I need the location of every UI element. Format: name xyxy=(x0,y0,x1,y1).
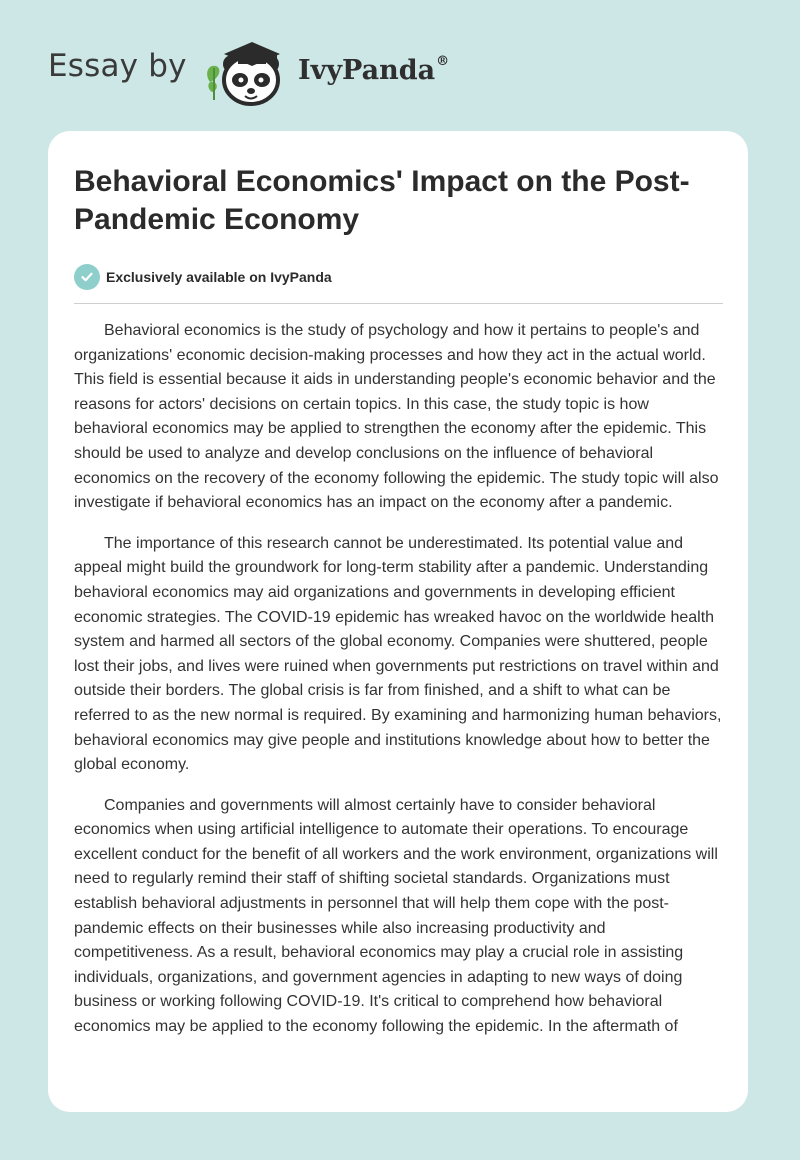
registered-mark: ® xyxy=(436,54,450,69)
page-title: Behavioral Economics' Impact on the Post-Pandemic Economy xyxy=(74,165,690,236)
panda-logo-icon[interactable] xyxy=(202,34,294,110)
exclusive-badge-label: Exclusively available on IvyPanda xyxy=(106,269,332,285)
paragraph: Behavioral economics is the study of psychology and how it pertains to people's and organizations' economic decision-making processes and how they act in the actual world. This field is essential because it aids in understanding people's economic behavior and the reasons for actors' decisions on certain topics. In this case, the study topic is how behavioral economics may be applied to strengthen the economy after the epidemic. This should be used to analyze and develop conclusions on the influence of behavioral economics on the recovery of the economy following the epidemic. The study topic will also investigate if behavioral economics has an impact on the economy after a pandemic. xyxy=(74,322,719,512)
paragraph: Companies and governments will almost certainly have to consider behavioral economics when using artificial intelligence to automate their operations. To encourage excellent conduct for the benefit of all workers and the work environment, organizations will need to regularly remind their staff of shifting societal standards. Organizations must establish behavioral adjustments in personnel that will help them cope with the post-pandemic effects on their businesses while also increasing productivity and competitiveness. As a result, behavioral economics may play a crucial role in assisting individuals, organizations, and government agencies in adapting to new ways of doing business or working following COVID-19. It's critical to comprehend how behavioral economics may be applied to the economy following the epidemic. In the aftermath of xyxy=(74,796,718,1036)
divider xyxy=(74,303,723,304)
check-circle-icon xyxy=(74,264,100,290)
brand-name[interactable] xyxy=(298,54,449,86)
paragraph: The importance of this research cannot be underestimated. Its potential value and appeal might build the groundwork for long-term stability after a pandemic. Understanding behavioral economics may aid organizations and governments in developing efficient economic strategies. The COVID-19 epidemic has wreaked havoc on the worldwide health system and harmed all sectors of the global economy. Companies were shuttered, people lost their jobs, and lives were ruined when governments put restrictions on travel within and outside their borders. The global crisis is far from finished, and a shift to what can be referred to as the new normal is required. By examining and harmonizing human behaviors, behavioral economics may give people and institutions knowledge about how to better the global economy. xyxy=(74,534,722,774)
essay-by-label: Essay by xyxy=(48,48,187,84)
site-header xyxy=(48,30,648,110)
brand-name-text: IvyPanda xyxy=(298,55,436,86)
essay-card xyxy=(48,131,748,1112)
essay-body xyxy=(74,319,726,1056)
exclusive-badge xyxy=(74,264,332,290)
